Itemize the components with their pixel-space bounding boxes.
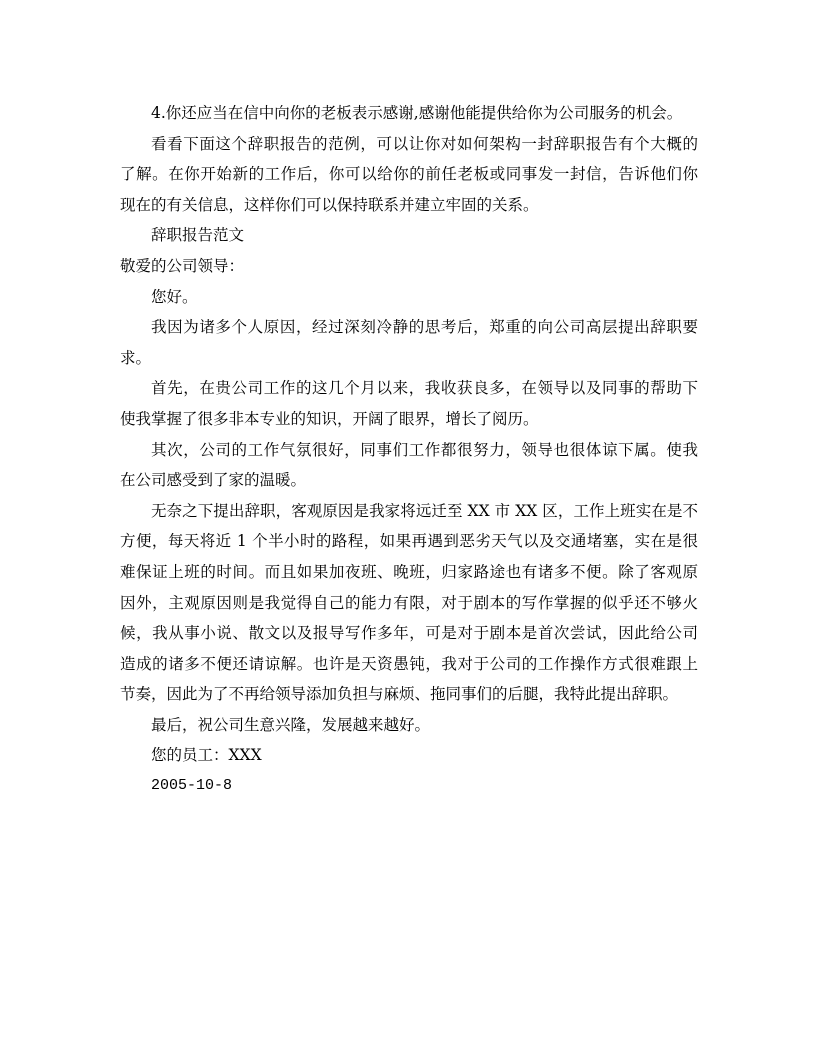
letter-paragraph-4-line-7: 节奏，因此为了不再给领导添加负担与麻烦、拖同事们的后腿，我特此提出辞职。: [120, 685, 679, 704]
letter-paragraph-1-line-1: 我因为诸多个人原因，经过深刻冷静的思考后，郑重的向公司高层提出辞职要: [151, 318, 698, 337]
letter-greeting: 您好。: [151, 287, 198, 306]
letter-paragraph-2-line-2: 使我掌握了很多非本专业的知识，开阔了眼界，增长了阅历。: [120, 409, 539, 428]
letter-paragraph-4-line-3: 难保证上班的时间。而且如果加夜班、晚班，归家路途也有诸多不便。除了客观原: [120, 562, 698, 581]
letter-paragraph-4-line-6: 造成的诸多不便还请谅解。也许是天资愚钝，我对于公司的工作操作方式很难跟上: [120, 654, 698, 673]
letter-salutation: 敬爱的公司领导：: [120, 256, 245, 275]
text-line-tip-4: 4.你还应当在信中向你的老板表示感谢,感谢他能提供给你为公司服务的机会。: [151, 104, 683, 122]
letter-paragraph-4-line-1: 无奈之下提出辞职，客观原因是我家将远迁至 XX 市 XX 区，工作上班实在是不: [151, 501, 698, 520]
letter-signature: 您的员工：XXX: [151, 746, 262, 765]
document-body: [120, 98, 698, 802]
text-line-intro-3: 现在的有关信息，这样你们可以保持联系并建立牢固的关系。: [120, 195, 539, 214]
letter-date: 2005-10-8: [151, 777, 233, 795]
letter-paragraph-3-line-1: 其次，公司的工作气氛很好，同事们工作都很努力，领导也很体谅下属。使我: [151, 440, 698, 459]
letter-paragraph-4-line-2: 方便，每天将近 1 个半小时的路程，如果再遇到恶劣天气以及交通堵塞，实在是很: [120, 532, 698, 551]
text-line-intro-2: 了解。在你开始新的工作后，你可以给你的前任老板或同事发一封信，告诉他们你: [120, 165, 698, 184]
letter-paragraph-4-line-5: 候，我从事小说、散文以及报导写作多年，可是对于剧本是首次尝试，因此给公司: [120, 624, 698, 643]
letter-paragraph-2-line-1: 首先，在贵公司工作的这几个月以来，我收获良多，在领导以及同事的帮助下: [151, 379, 698, 398]
letter-paragraph-1-line-2: 求。: [120, 348, 152, 367]
letter-paragraph-3-line-2: 在公司感受到了家的温暖。: [120, 471, 307, 490]
letter-closing-wish: 最后，祝公司生意兴隆，发展越来越好。: [151, 715, 431, 734]
section-heading: 辞职报告范文: [151, 226, 245, 245]
letter-paragraph-4-line-4: 因外，主观原因则是我觉得自己的能力有限，对于剧本的写作掌握的似乎还不够火: [120, 593, 698, 612]
text-line-intro-1: 看看下面这个辞职报告的范例，可以让你对如何架构一封辞职报告有个大概的: [151, 134, 698, 153]
